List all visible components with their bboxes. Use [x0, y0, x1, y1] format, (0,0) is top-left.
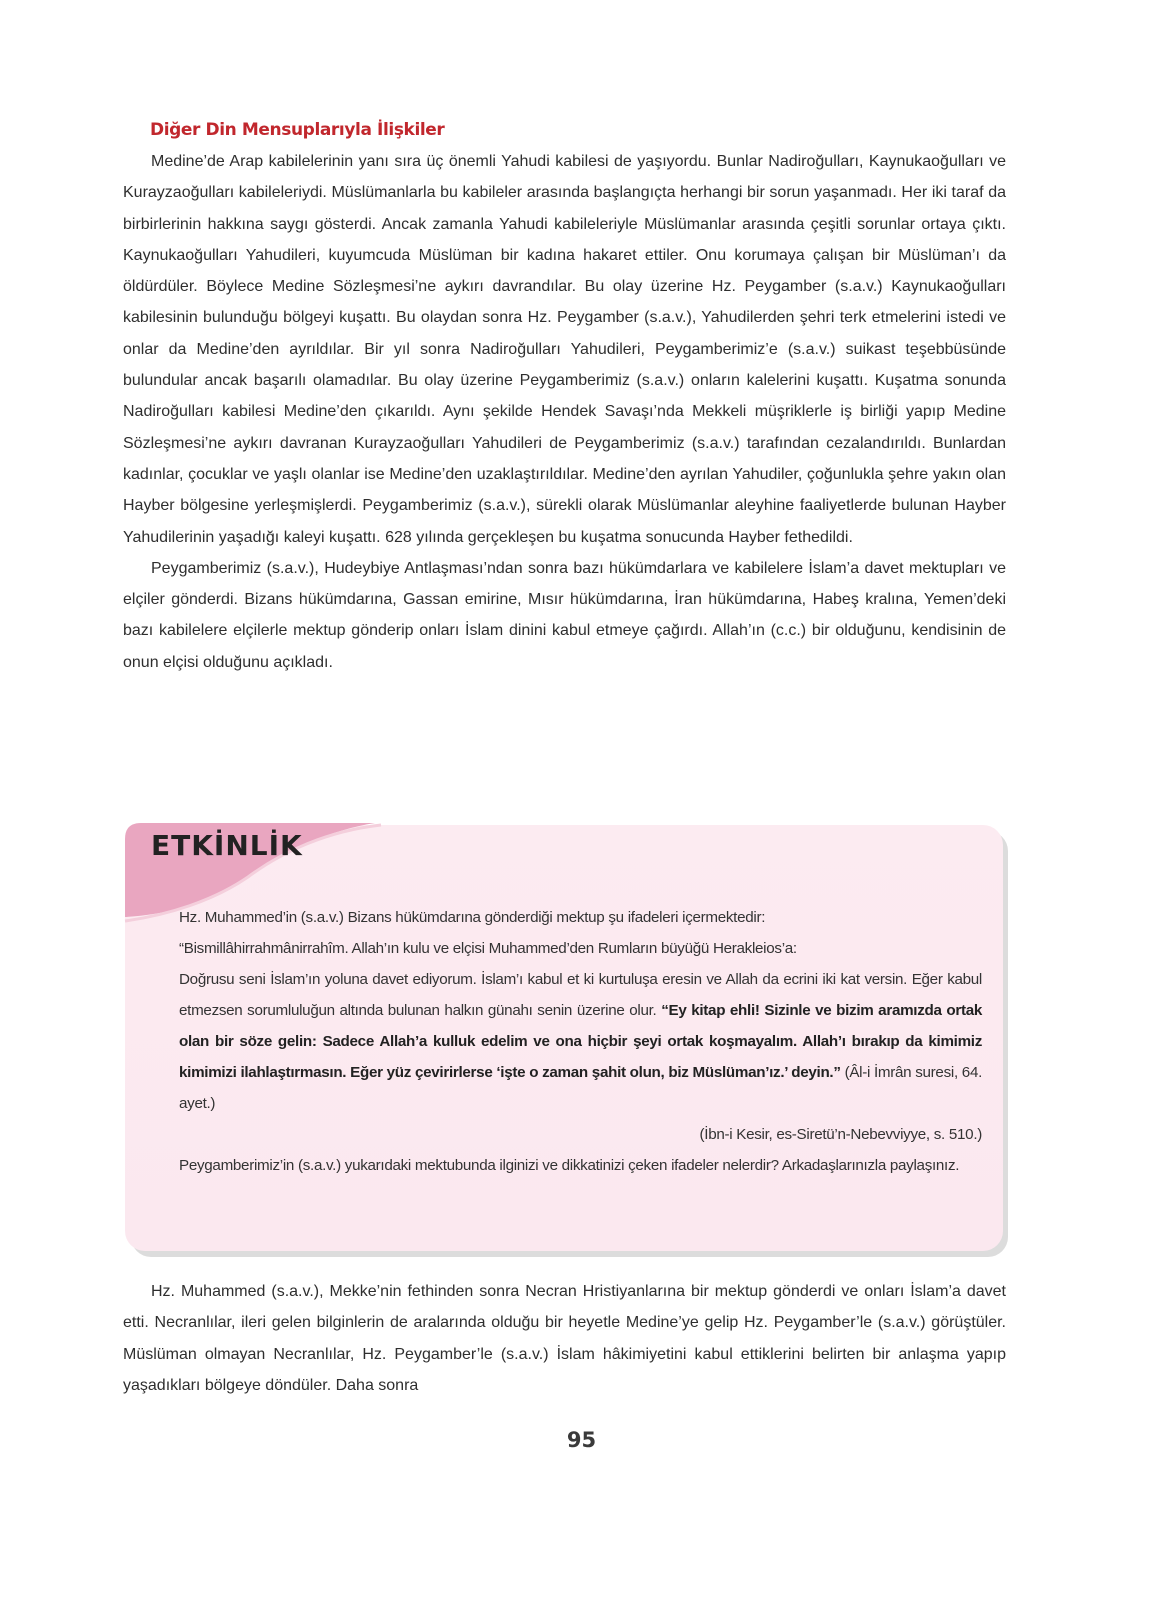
section-heading: Diğer Din Mensuplarıyla İlişkiler [150, 120, 445, 140]
activity-intro: Hz. Muhammed’in (s.a.v.) Bizans hükümdarına gönderdiği mektup şu ifadeleri içermektedir: [179, 909, 766, 926]
paragraph-jewish-tribes: Medine’de Arap kabilelerinin yanı sıra üç önemli Yahudi kabilesi de yaşıyordu. Bunlar Nadiroğulları, Kaynukaoğulları ve Kurayzaoğulları kabileleriydi. Müslümanlarla bu kabileler arasında başlangıçta herhangi bir sorun yaşanmadı. Her iki taraf da birbirlerinin hakkına saygı gösterdi. Ancak zamanla Yahudi kabileleriyle Müslümanlar arasında çeşitli sorunlar ortaya çıktı. Kaynukaoğulları Yahudileri, kuyumcuda Müslüman bir kadına hakaret ettiler. Onu korumaya çalışan bir Müslüman’ı da öldürdüler. Böylece Medine Sözleşmesi’ne aykırı davrandılar. Bu olay üzerine Hz. Peygamber (s.a.v.) Kaynukaoğulları kabilesinin bulunduğu bölgeyi kuşattı. Bu olaydan sonra Hz. Peygamber (s.a.v.), Yahudilerden şehri terk etmelerini istedi ve onlar da Medine’den ayrıldılar. Bir yıl sonra Nadiroğulları Yahudileri, Peygamberimiz’e (s.a.v.) suikast teşebbüsünde bulundular ancak başarılı olamadılar. Bu olay üzerine Peygamberimiz (s.a.v.) onların kalelerini kuşattı. Kuşatma sonunda Nadiroğulları kabilesi Medine’den çıkarıldı. Aynı şekilde Hendek Savaşı’nda Mekkeli müşriklerle iş birliği yapıp Medine Sözleşmesi’ne aykırı davranan Kurayzaoğulları Yahudileri de Peygamberimiz (s.a.v.) tarafından cezalandırıldı. Bunlardan kadınlar, çocuklar ve yaşlı olanlar ise Medine’den uzaklaştırıldılar. Medine’den ayrılan Yahudiler, çoğunlukla şehre yakın olan Hayber bölgesine yerleşmişlerdi. Peygamberimiz (s.a.v.), sürekli olarak Müslümanlar aleyhine faaliyetlerde bulunan Hayber Yahudilerinin yaşadığı kaleyi kuşattı. 628 yılında gerçekleşen bu kuşatma sonucunda Hayber fethedildi. [123, 153, 1006, 546]
paragraph-necran: Hz. Muhammed (s.a.v.), Mekke’nin fethinden sonra Necran Hristiyanlarına bir mektup gönderdi ve onları İslam’a davet etti. Necranlılar, ileri gelen bilginlerin de aralarında olduğu bir heyetle Medine’ye gelip Hz. Peygamber’le (s.a.v.) görüştüler. Müslüman olmayan Necranlılar, Hz. Peygamber’le (s.a.v.) İslam hâkimiyetini kabul ettiklerini belirten bir anlaşma yapıp yaşadıkları bölgeye döndüler. Daha sonra [123, 1283, 1006, 1394]
section-body-relations [123, 146, 1006, 678]
activity-box [123, 817, 1008, 1257]
quran-quote: “Ey kitap ehli! Sizinle ve bizim aramızda ortak olan bir söze gelin: Sadece Allah’a kulluk edelim ve ona hiçbir şeyi ortak koşmayalım. Allah’ı bırakıp da kimimiz kimimizi ilahlaştırmasın. Eğer yüz çevirirlerse ‘işte o zaman şahit olun, biz Müslüman’ız.’ deyin.” [179, 1002, 983, 1081]
quran-reference: (Âl-i İmrân suresi, 64. ayet.) [179, 1064, 983, 1112]
activity-question: Peygamberimiz’in (s.a.v.) yukarıdaki mektubunda ilginizi ve dikkatinizi çeken ifadeler nelerdir? Arkadaşlarınızla paylaşınız. [179, 1157, 960, 1174]
section-body-necran [123, 1276, 1006, 1401]
letter-body [179, 964, 982, 1119]
page-number: 95 [566, 1428, 597, 1452]
letter-opening: “Bismillâhirrahmânirrahîm. Allah’ın kulu ve elçisi Muhammed’den Rumların büyüğü Herakleios’a: [179, 940, 797, 957]
activity-title: ETKİNLİK [151, 829, 303, 862]
letter-body-text: Doğrusu seni İslam’ın yoluna davet ediyorum. İslam’ı kabul et ki kurtuluşa eresin ve Allah da ecrini iki kat versin. Eğer kabul etmezsen sorumluluğun altında bulunan halkın günahı senin üzerine olur. [179, 971, 982, 1019]
paragraph-invitation-letters: Peygamberimiz (s.a.v.), Hudeybiye Antlaşması’ndan sonra bazı hükümdarlara ve kabilelere İslam’a davet mektupları ve elçiler gönderdi. Bizans hükümdarına, Gassan emirine, Mısır hükümdarına, İran hükümdarına, Habeş kralına, Yemen’deki bazı kabilelere elçilerle mektup gönderip onları İslam dinini kabul etmeye çağırdı. Allah’ın (c.c.) bir olduğunu, kendisinin de onun elçisi olduğunu açıkladı. [123, 559, 1006, 671]
letter-source: (İbn-i Kesir, es-Siretü’n-Nebevviyye, s. 510.) [699, 1126, 982, 1143]
activity-content [179, 902, 982, 1181]
